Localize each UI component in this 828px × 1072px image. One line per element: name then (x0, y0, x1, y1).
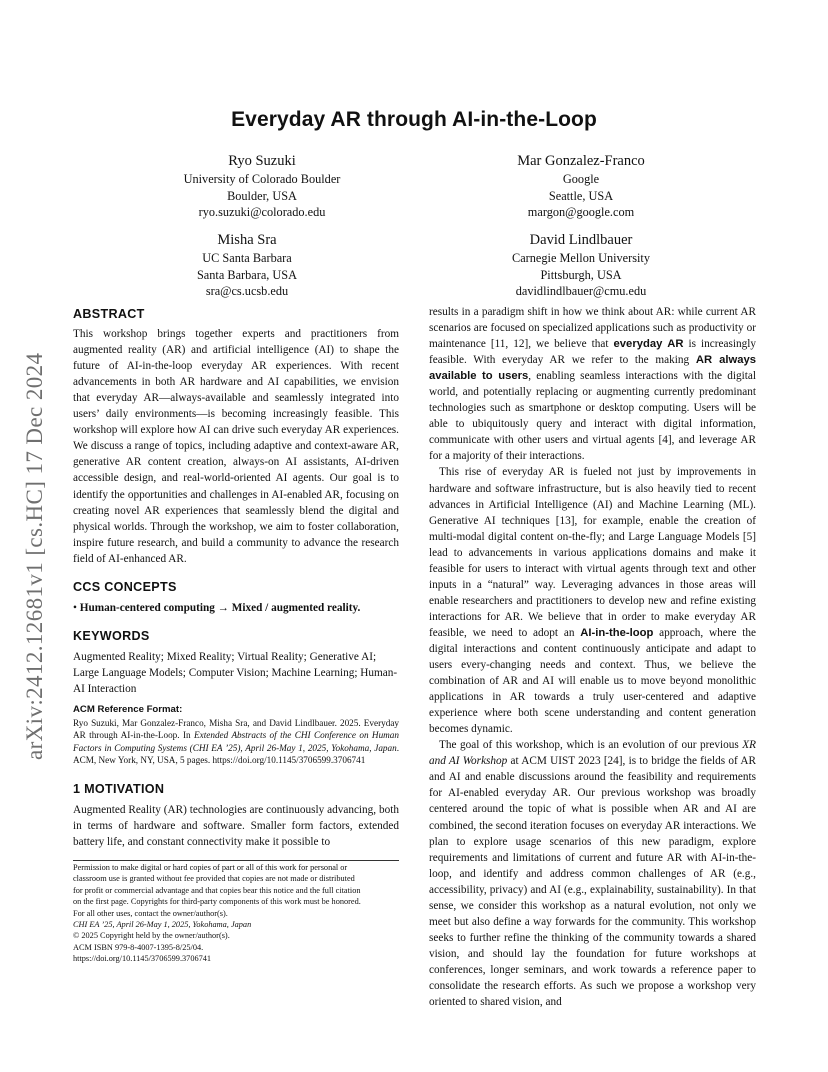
author-block (97, 230, 397, 300)
motivation-text: Augmented Reality (AR) technologies are continuously advancing, both in terms of hardware and software. Smaller form factors, extended battery life, and constant connectivity make it possible to (73, 804, 399, 849)
doi-line: https://doi.org/10.1145/3706599.3706741 (73, 954, 212, 964)
text-run: approach, where the digital interactions and content continuously anticipate and adapt to users every-changing needs and context. Thus, we believe the combination of AR and AI will enable us to move beyond monolithic applications in AR towards a truly user-centered and adaptive experience where both scene understanding and content generation becomes dynamic. (429, 626, 756, 736)
paragraph (429, 464, 756, 737)
text-run: is increasingly feasible. With everyday AR we refer to the making (429, 338, 756, 367)
italic-term: XR and AI Workshop (429, 739, 756, 768)
author-affiliation: Carnegie Mellon University (512, 251, 650, 265)
permission-line: Permission to make digital or hard copies of part or all of this work for personal or (73, 863, 348, 872)
abstract-heading: ABSTRACT (73, 307, 145, 321)
text-run: This rise of everyday AR is fueled not just by improvements in hardware and software infrastructure, but is also heavily tied to recent advances in Artificial Intelligence (AI) and Machine Learning (ML). Generative AI techniques [13], for example, enable the creation of multi-modal digital content on-the-fly; and Large Language Models [5] lead to advancements in various applications domains and make it feasible for users to interact with virtual agents through text and other inputs in a “natural” way. Leveraging advances in those areas will enable researchers and practitioners to develop new and refine existing interactions for AR. We believe that in order to make everyday AR feasible, we need to adopt an (429, 466, 756, 639)
permission-line: on the first page. Copyrights for third-party components of this work must be honored. (73, 897, 361, 907)
author-email: ryo.suzuki@colorado.edu (198, 205, 326, 219)
author-block (431, 151, 731, 221)
permission-line: For all other uses, contact the owner/author(s). (73, 908, 228, 918)
author-name: David Lindlbauer (529, 232, 633, 248)
paragraph (429, 737, 756, 1010)
isbn-line: ACM ISBN 979-8-4007-1395-8/25/04. (73, 942, 204, 952)
author-email: davidlindlbauer@cmu.edu (515, 284, 647, 298)
permission-block (73, 862, 399, 965)
paper-title: Everyday AR through AI-in-the-Loop (231, 108, 597, 131)
author-location: Seattle, USA (548, 188, 614, 203)
keywords-text: Augmented Reality; Mixed Reality; Virtual Reality; Generative AI; Large Language Models; Computer Vision; Machine Learning; Human-AI Interaction (73, 650, 398, 695)
text-run: at ACM UIST 2023 [24], is to bridge the fields of AR and AI and enable discussions around the feasibility and requirements for AI-enabled everyday AR. Our previous workshop was broadly centered around the topic of what is possible when AR and AI are combined, the second iteration focuses on everyday AR interactions. We plan to explore usage scenarios of this new paradigm, explore requirements and limitations of current and future AR with AI-in-the-loop, and identify and address common challenges of AR (e.g., accessibility, privacy) and AI (e.g., explainability, sustainability). In that sense, we consider this workshop as a natural evolution, not only we meet but also define a way forwards for the community. This workshop seeks to further refine the thinking of the community towards a shared vision, and should lay the foundation for future workshops at conferences, longer seminars, and work towards a reference paper to consolidate the research efforts. As such we propose a workshop very oriented to shared vision, and (429, 755, 756, 1009)
permission-line: for profit or commercial advantage and that copies bear this notice and the full citation (73, 885, 361, 895)
author-location: Boulder, USA (227, 188, 297, 203)
permission-line: classroom use is granted without fee provided that copies are not made or distributed (73, 874, 355, 884)
acm-ref-venue: Extended Abstracts of the CHI Conference on Human Factors in Computing Systems (CHI EA ’25), April 26-May 1, 2025, Yokohama, Japan (73, 730, 399, 753)
bold-term: AI-in-the-loop (580, 626, 654, 639)
keywords-heading: KEYWORDS (73, 628, 150, 643)
acm-ref-authors: Ryo Suzuki, Mar Gonzalez-Franco, Misha Sra, and David Lindlbauer. 2025. Everyday AR through AI-in-the-Loop. In (73, 718, 399, 741)
left-column (73, 306, 399, 850)
author-location: Santa Barbara, USA (196, 267, 298, 282)
bold-term: AR always available to users (429, 354, 757, 383)
acm-ref-heading: ACM Reference Format: (73, 704, 183, 716)
ccs-concept: Human-centered computing → Mixed / augmented reality. (79, 601, 361, 614)
text-run: , enabling seamless interactions with the digital world, and potentially replacing or augmenting currently predominant technologies such as smartphone or desktop computing. Users will be able to ubiquitously query and interact with digital information, communicate with other users and virtual agents [4], and leverage AR for a majority of their interactions. (429, 370, 756, 463)
author-email: margon@google.com (527, 205, 635, 219)
footnote-divider (73, 860, 399, 861)
author-block (431, 230, 731, 300)
author-name: Mar Gonzalez-Franco (517, 153, 645, 169)
author-name: Ryo Suzuki (228, 153, 296, 169)
ccs-text (73, 600, 399, 616)
paragraph (429, 304, 756, 464)
ccs-heading: CCS CONCEPTS (73, 579, 177, 594)
text-run: results in a paradigm shift in how we think about AR: while current AR scenarios are focused on specialized applications such as productivity or maintenance [11, 12], we believe that (429, 306, 756, 351)
author-name: Misha Sra (217, 232, 277, 248)
abstract-text: This workshop brings together experts and practitioners from augmented reality (AR) and artificial intelligence (AI) to shape the future of AI-in-the-loop everyday AR experiences. With recent advancements in both AR hardware and AI capabilities, we envision that everyday AR—always-available and seamlessly integrated into users’ daily environments—is becoming increasingly feasible. This workshop will explore how AI can drive such everyday AR experiences. We discuss a range of topics, including adaptive and context-aware AR, generative AR content creation, always-on AI assistants, AI-driven accessible design, and real-world-oriented AI agents. Our goal is to identify the opportunities and challenges in AI-enabled AR, focusing on creating novel AR experiences that seamlessly blend the digital and physical worlds. Through the workshop, we aim to foster collaboration, inspire future research, and build a community to advance the research field of AI-enhanced AR. (73, 328, 399, 565)
acm-reference (73, 704, 399, 766)
author-affiliation: Google (562, 172, 600, 186)
conference-line: CHI EA ’25, April 26-May 1, 2025, Yokohama, Japan (73, 920, 252, 930)
motivation-heading: 1 MOTIVATION (73, 782, 165, 797)
acm-ref-text (73, 717, 399, 766)
author-location: Pittsburgh, USA (540, 267, 622, 282)
right-column (429, 304, 756, 1010)
bold-term: everyday AR (613, 338, 684, 351)
text-run: The goal of this workshop, which is an evolution of our previous (439, 739, 743, 752)
author-affiliation: UC Santa Barbara (202, 251, 292, 265)
arxiv-id: arXiv:2412.12681v1 [cs.HC] 17 Dec 2024 (22, 352, 47, 760)
ccs-bullet: • (73, 601, 77, 614)
copyright-line: © 2025 Copyright held by the owner/author(s). (73, 931, 230, 941)
author-affiliation: University of Colorado Boulder (183, 172, 341, 186)
author-email: sra@cs.ucsb.edu (205, 284, 289, 298)
author-block (112, 151, 412, 221)
acm-ref-rest: . ACM, New York, NY, USA, 5 pages. https://doi.org/10.1145/3706599.3706741 (73, 742, 399, 765)
